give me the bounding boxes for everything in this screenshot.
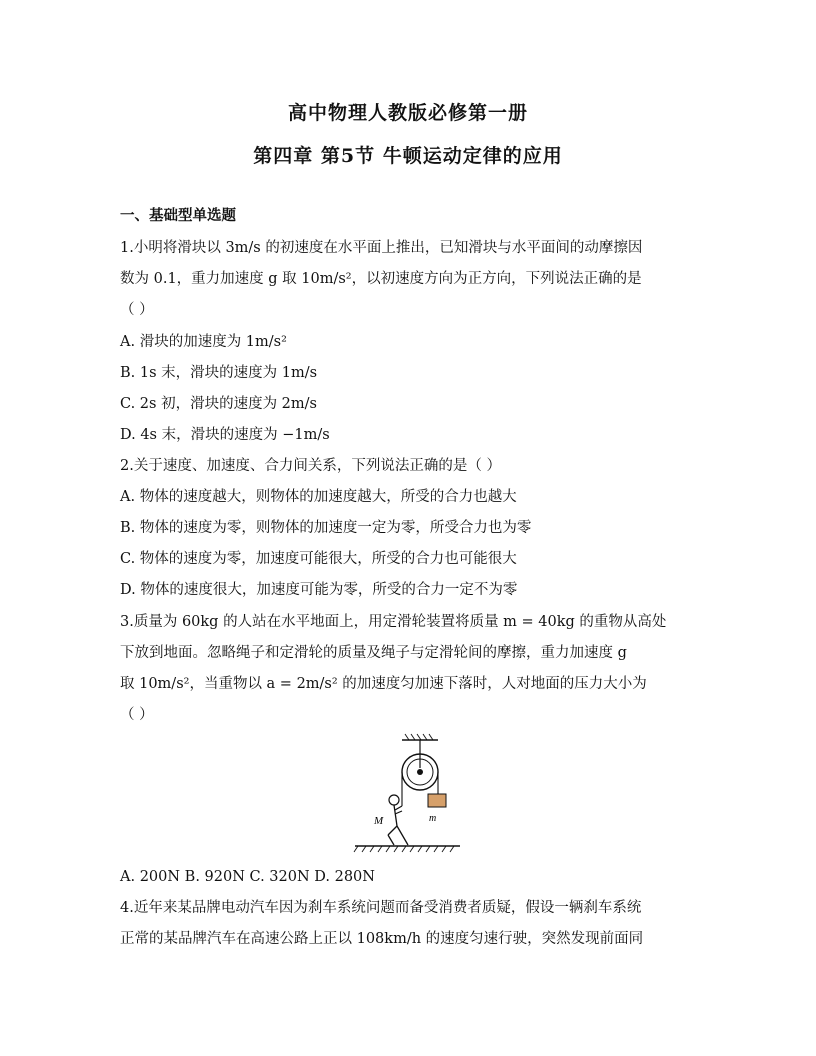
mass-label-small-m: m	[429, 813, 437, 824]
question-3-line-3: 取 10m/s²，当重物以 a = 2m/s² 的加速度匀加速下落时，人对地面的压力大小为	[120, 676, 647, 692]
question-1-paren: （ ）	[120, 302, 154, 318]
question-2-option-a: A. 物体的速度越大，则物体的加速度越大，所受的合力也越大	[120, 489, 517, 505]
question-1-line-2: 数为 0.1，重力加速度 g 取 10m/s²，以初速度方向为正方向，下列说法正确的是	[120, 271, 642, 287]
question-2-line-1: 2.关于速度、加速度、合力间关系，下列说法正确的是（ ）	[120, 458, 501, 474]
question-2-option-b: B. 物体的速度为零，则物体的加速度一定为零，所受合力也为零	[120, 520, 532, 536]
question-1-option-d: D. 4s 末，滑块的速度为 −1m/s	[120, 427, 330, 443]
question-2-option-c: C. 物体的速度为零，加速度可能很大，所受的合力也可能很大	[120, 551, 517, 567]
question-4-line-1: 4.近年来某品牌电动汽车因为刹车系统问题而备受消费者质疑，假设一辆刹车系统	[120, 900, 642, 916]
question-3-options: A. 200N B. 920N C. 320N D. 280N	[120, 869, 375, 885]
question-3-paren: （ ）	[120, 707, 154, 723]
question-3-line-2: 下放到地面。忽略绳子和定滑轮的质量及绳子与定滑轮间的摩擦，重力加速度 g	[120, 645, 627, 661]
question-4-line-2: 正常的某品牌汽车在高速公路上正以 108km/h 的速度匀速行驶，突然发现前面同	[120, 931, 644, 947]
pulley-diagram	[350, 732, 465, 857]
question-1-option-c: C. 2s 初，滑块的速度为 2m/s	[120, 396, 317, 412]
mass-label-capital-m: M	[374, 815, 384, 827]
document-title: 高中物理人教版必修第一册	[287, 102, 528, 124]
question-1-option-a: A. 滑块的加速度为 1m/s²	[120, 334, 287, 350]
question-2-option-d: D. 物体的速度很大，加速度可能为零，所受的合力一定不为零	[120, 582, 518, 598]
question-1-option-b: B. 1s 末，滑块的速度为 1m/s	[120, 365, 318, 381]
question-3-line-1: 3.质量为 60kg 的人站在水平地面上，用定滑轮装置将质量 m = 40kg 的重物从高处	[120, 614, 667, 630]
chapter-subtitle: 第四章 第5节 牛顿运动定律的应用	[253, 145, 563, 167]
section-heading: 一、基础型单选题	[120, 207, 236, 224]
question-1-line-1: 1.小明将滑块以 3m/s 的初速度在水平面上推出，已知滑块与水平面间的动摩擦因	[120, 240, 643, 256]
